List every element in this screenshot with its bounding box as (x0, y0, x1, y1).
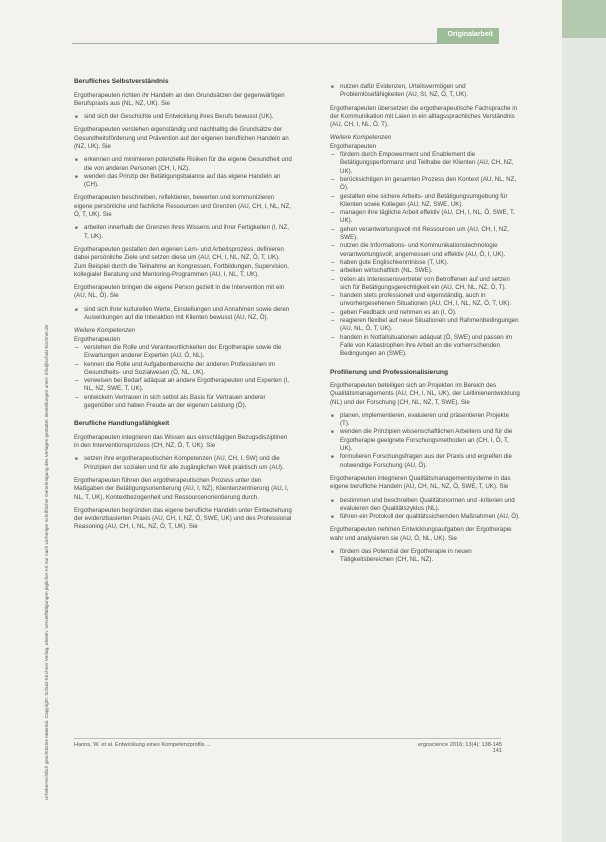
paragraph: Ergotherapeuten nehmen Entwicklungsaufgaben der Ergotherapie wahr und analysieren sie (AU, Ö, NL, UK). Sie (330, 526, 512, 542)
list-item: – verweisen bei Bedarf adäquat an andere Ergotherapeuten und Experten (I, NL, NZ, SWE, T, UK). (74, 377, 292, 394)
copyright-side-note: Urheberrechtlich geschütztes Material. Copyright: Schulz-Kirchner Verlag, Idstein. Vervielfältigungen jeglicher Art nur nach vorheriger schriftlicher Genehmigung des Verlages gestattet. Bestellungen unter: info@schulz-kirchner.de (44, 324, 49, 800)
list-item: – berücksichtigen im gesamten Prozess den Kontext (AU, NL, NZ, Ö). (330, 176, 520, 193)
list-item: – geben Feedback und nehmen es an (I, Ö). (330, 309, 520, 317)
paragraph: Ergotherapeuten bringen die eigene Person gezielt in die Intervention mit ein (AU, NL, Ö). Sie (74, 284, 285, 300)
right-margin-strip (562, 0, 606, 842)
bullet-list (74, 306, 292, 323)
list-item: ■ nutzen dafür Evidenzen, Urteilsvermögen und Problemlösefähigkeiten (AU, SI, NZ, Ö, T, UK). (330, 83, 520, 100)
list-item: – haben gute Englischkenntnisse (T, UK). (330, 259, 520, 267)
dash-list (74, 344, 292, 410)
list-item: – reagieren flexibel auf neue Situationen und Rahmenbedingungen (AU, NL, Ö, T, UK). (330, 317, 520, 334)
list-item: – handeln in Notfallsituationen adäquat (Ö, SWE) und passen im Falle von Katastrophen ihre Arbeit an die vorherrschenden Bedingungen an (SWE). (330, 334, 520, 359)
bullet-list (74, 113, 292, 121)
heading-selbstverstaendnis: Berufliches Selbstverständnis (74, 78, 169, 85)
list-item: – gestalten eine sichere Arbeits- und Betätigungsumgebung für Klienten sowie Kollegen (AU, NZ, SWE, UK). (330, 193, 520, 210)
paragraph: Ergotherapeuten begründen das eigene berufliche Handeln unter Einbeziehung der evidenzbasierten Praxis (AU, CH, I, NZ, Ö, SWE, UK) und des Professional Reasoning (AU, CH, I, NL, NZ, Ö, T, UK). Sie (74, 506, 292, 531)
paragraph: Ergotherapeuten integrieren das Wissen aus einschlägigen Bezugsdisziplinen in den Interventionsprozess (CH, NZ, Ö, T, UK). Sie (74, 433, 288, 450)
list-item: ■ wenden die Prinzipien wissenschaftlichen Arbeitens und für die Ergotherapie geeignete Forschungsmethoden an (CH, I, Ö, T, UK). (330, 428, 520, 453)
list-item: – verstehen die Rolle und Verantwortlichkeiten der Ergotherapie sowie die Erwartungen anderer Experten (AU, Ö, NL). (74, 344, 292, 361)
list-item: – nutzen die Informations- und Kommunikationstechnologie verantwortungsvoll, angemessen und effektiv (AU, Ö, I, UK). (330, 242, 520, 259)
list-item: ■ planen, implementieren, evaluieren und präsentieren Projekte (T). (330, 412, 520, 429)
bullet-list (330, 412, 520, 470)
paragraph: Ergotherapeuten führen den ergotherapeutischen Prozess unter den Maßgaben der Betätigungsorientierung (AU, I, NZ), Klientenzentrierung (AU, I, NL, T, UK), Kontextbezogenheit und Ressourcenorientierung durch. (74, 476, 289, 501)
subheading-ergotherapeuten: Ergotherapeuten (330, 142, 377, 150)
strip-accent (562, 0, 606, 38)
heading-handlungsfaehigkeit: Berufliche Handlungsfähigkeit (74, 420, 170, 428)
header-rule (72, 43, 499, 44)
paragraph: Ergotherapeuten richten ihr Handeln an den Grundsätzen der gegenwärtigen Berufspraxis aus (NL, NZ, UK). Sie (74, 91, 285, 107)
subheading-weitere: Weitere Kompetenzen (330, 134, 392, 142)
bullet-list (330, 548, 520, 565)
list-item: – entwickeln Vertrauen in sich selbst als Basis für Vertrauen anderer gegenüber und haben Freude an der eigenen Leistung (Ö). (74, 394, 292, 411)
section-tab: Originalarbeit (437, 28, 499, 43)
list-item: ■ sind sich der Geschichte und Entwicklung ihres Berufs bewusst (UK). (74, 113, 292, 121)
list-item: – arbeiten wirtschaftlich (NL, SWE). (330, 267, 520, 275)
bullet-list (74, 156, 292, 189)
list-item: ■ setzen ihre ergotherapeutischen Kompetenzen (AU, CH, I, SW) und die Prinzipien der sozialen und für alle zugänglichen Welt praktisch um (AU). (74, 455, 292, 472)
subheading-ergotherapeuten: Ergotherapeuten (74, 335, 121, 343)
dash-list (330, 151, 520, 358)
list-item: ■ formulieren Forschungsfragen aus der Praxis und ergreifen die notwendige Forschung (AU, Ö). (330, 453, 520, 470)
paragraph: Ergotherapeuten beteiligen sich an Projekten im Bereich des Qualitätsmanagements (AU, CH, I, NL, UK), der Leitlinienentwicklung (NL) und der Forschung (CH, NL, NZ, T, SWE). Sie (330, 382, 520, 406)
right-column (330, 83, 520, 570)
list-item: ■ erkennen und minimieren potenzielle Risiken für die eigene Gesundheit und die von anderen Personen (CH, I, NZ). (74, 156, 292, 173)
list-item: ■ arbeiten innerhalb der Grenzen ihres Wissens und ihrer Fertigkeiten (I, NZ, T, UK). (74, 224, 292, 241)
list-item: ■ wenden das Prinzip der Betätigungsbalance auf das eigene Handeln an (CH). (74, 173, 292, 190)
list-item: – handeln stets professionell und eigenständig, auch in unvorhergesehenen Situationen (AU, CH, I, NL, NZ, Ö, T, UK). (330, 292, 520, 309)
list-item: ■ führen ein Protokoll der qualitätssichernden Maßnahmen (AU, Ö). (330, 513, 520, 521)
paragraph: Ergotherapeuten übersetzen die ergotherapeutische Fachsprache in der Kommunikation mit Laien in ein alltagssprachliches Verständnis (AU, CH, I, NL, Ö, T). (330, 104, 518, 129)
list-item: ■ fördern das Potenzial der Ergotherapie in neuen Tätigkeitsbereichen (CH, NL, NZ). (330, 548, 520, 565)
list-item: ■ bestimmen und beschreiben Qualitätsnormen und -kriterien und evaluieren den Qualitätszyklus (NL). (330, 497, 520, 514)
subheading-weitere: Weitere Kompetenzen (74, 327, 136, 335)
bullet-list (74, 455, 292, 472)
paragraph: Ergotherapeuten verstehen eigenständig und nachhaltig die Grundsätze der Gesundheitsförderung und Prävention auf der eigenen beruflichen Handeln an (NZ, UK). Sie (74, 126, 289, 150)
bullet-list (74, 224, 292, 241)
list-item: – managen ihre tägliche Arbeit effektiv (AU, CH, I, NL, Ö, SWE, T, UK). (330, 209, 520, 226)
paragraph: Ergotherapeuten gestalten den eigenen Lern- und Arbeitsprozess, definieren dabei persönliche Ziele und setzen diese um (AU, CH, I, NL, NZ, Ö, T, UK). Zum Beispiel durch die Teilnahme an Kongressen, Fortbildungen, Supervision, kollegialer Beratung und Mentoring-Programmen (AU, I, NL, T, UK). (74, 245, 289, 278)
paragraph: Ergotherapeuten beschreiben, reflektieren, bewerten und kommunizieren eigene persönliche und fachliche Ressourcen und Grenzen (AU, CH, I, NL, NZ, Ö, T, UK). Sie (74, 194, 292, 219)
list-item: – fördern durch Empowerment und Enablement die Betätigungsperformanz und Teilhabe der Klienten (AU, CH, NZ, UK). (330, 151, 520, 176)
footer-rule (74, 738, 501, 739)
list-item: – kennen die Rolle und Aufgabenbereiche der anderen Professionen im Gesundheits- und Sozialwesen (Ö, NL, UK). (74, 361, 292, 378)
list-item: – gehen verantwortungsvoll mit Ressourcen um (AU, CH, I, NZ, SWE). (330, 226, 520, 243)
heading-profilierung: Profilierung und Professionalisierung (330, 368, 448, 376)
left-column (74, 78, 292, 537)
list-item: – treten als Interessensvertreter von Betroffenen auf und setzen sich für Betätigungsgerechtigkeit ein (AU, CH, NL, NZ, Ö, T). (330, 276, 520, 293)
paragraph: Ergotherapeuten integrieren Qualitätsmanagementsysteme in das eigene berufliche Handeln (AU, CH, NL, NZ, Ö, SWE, T, UK). Sie (330, 474, 511, 491)
footer-citation: Hanns, W. et al. Entwicklung eines Kompetenzprofils ... (74, 742, 211, 748)
footer-journal-page: ergoscience 2016; 13(4): 138-145 141 (418, 742, 502, 754)
bullet-list (330, 497, 520, 522)
list-item: ■ sind sich ihrer kulturellen Werte, Einstellungen und Annahmen sowie deren Auswirkungen auf die Interaktion mit Klienten bewusst (AU, NZ, Ö). (74, 306, 292, 323)
bullet-list (330, 83, 520, 100)
